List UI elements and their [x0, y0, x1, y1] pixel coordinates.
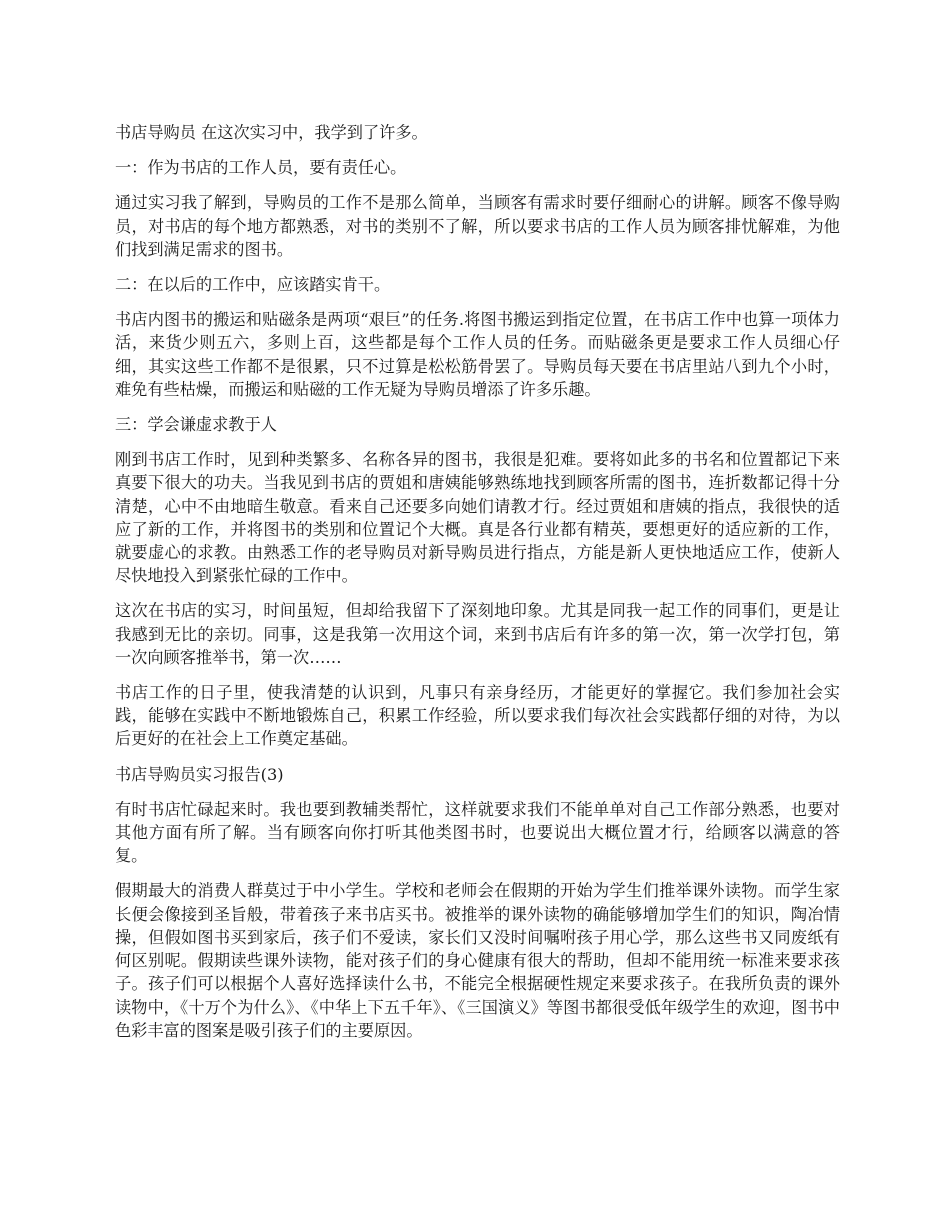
section-heading-3: 三：学会谦虚求教于人 — [115, 415, 277, 435]
paragraph: 书店工作的日子里，使我清楚的认识到，凡事只有亲身经历，才能更好的掌握它。我们参加社会实践，能够在实践中不断地锻炼自己，积累工作经验，所以要求我们每次社会实践都仔细的对待，为以后更好的在社会上工作奠定基础。 — [115, 683, 840, 749]
paragraph: 这次在书店的实习，时间虽短，但却给我留下了深刻地印象。尤其是同我一起工作的同事们，更是让我感到无比的亲切。同事，这是我第一次用这个词，来到书店后有许多的第一次，第一次学打包，第一次向顾客推举书，第一次…… — [115, 601, 840, 667]
intro-line: 书店导购员 在这次实习中，我学到了许多。 — [115, 123, 428, 142]
document-body — [115, 121, 840, 1054]
paragraph: 有时书店忙碌起来时。我也要到教辅类帮忙，这样就要求我们不能单单对自己工作部分熟悉，也要对其他方面有所了解。当有顾客向你打听其他类图书时，也要说出大概位置才行，给顾客以满意的答复。 — [115, 799, 840, 866]
section-heading-1: 一：作为书店的工作人员，要有责任心。 — [115, 158, 407, 178]
paragraph: 书店内图书的搬运和贴磁条是两项“艰巨”的任务.将图书搬运到指定位置，在书店工作中也算一项体力活，来货少则五六，多则上百，这些都是每个工作人员的任务。而贴磁条更是要求工作人员细心仔细，其实这些工作都不是很累，只不过算是松松筋骨罢了。导购员每天要在书店里站八到九个小时，难免有些枯燥，而搬运和贴磁的工作无疑为导购员增添了许多乐趣。 — [115, 310, 840, 399]
paragraph: 刚到书店工作时，见到种类繁多、名称各异的图书，我很是犯难。要将如此多的书名和位置都记下来真要下很大的功夫。当我见到书店的贾姐和唐姨能够熟练地找到顾客所需的图书，连折数都记得十分清楚，心中不由地暗生敬意。看来自己还要多向她们请教才行。经过贾姐和唐姨的指点，我很快的适应了新的工作，并将图书的类别和位置记个大概。真是各行业都有精英，要想更好的适应新的工作，就要虚心的求教。由熟悉工作的老导购员对新导购员进行指点，方能是新人更快地适应工作，使新人尽快地投入到紧张忙碌的工作中。 — [115, 450, 840, 586]
report-title: 书店导购员实习报告(3) — [115, 764, 284, 784]
section-heading-2: 二：在以后的工作中，应该踏实肯干。 — [115, 275, 391, 295]
paragraph: 通过实习我了解到，导购员的工作不是那么简单，当顾客有需求时要仔细耐心的讲解。顾客不像导购员，对书店的每个地方都熟悉，对书的类别不了解，所以要求书店的工作人员为顾客排忧解难，为他们找到满足需求的图书。 — [115, 193, 840, 259]
paragraph: 假期最大的消费人群莫过于中小学生。学校和老师会在假期的开始为学生们推举课外读物。而学生家长便会像接到圣旨般，带着孩子来书店买书。被推举的课外读物的确能够增加学生们的知识，陶冶情操，但假如图书买到家后，孩子们不爱读，家长们又没时间嘱咐孩子用心学，那么这些书又同废纸有何区别呢。假期读些课外读物，能对孩子们的身心健康有很大的帮助，但却不能用统一标准来要求孩子。孩子们可以根据个人喜好选择读什么书，不能完全根据硬性规定来要求孩子。在我所负责的课外读物中，《十万个为什么》、《中华上下五千年》、《三国演义》等图书都很受低年级学生的欢迎，图书中色彩丰富的图案是吸引孩子们的主要原因。 — [115, 881, 840, 1040]
